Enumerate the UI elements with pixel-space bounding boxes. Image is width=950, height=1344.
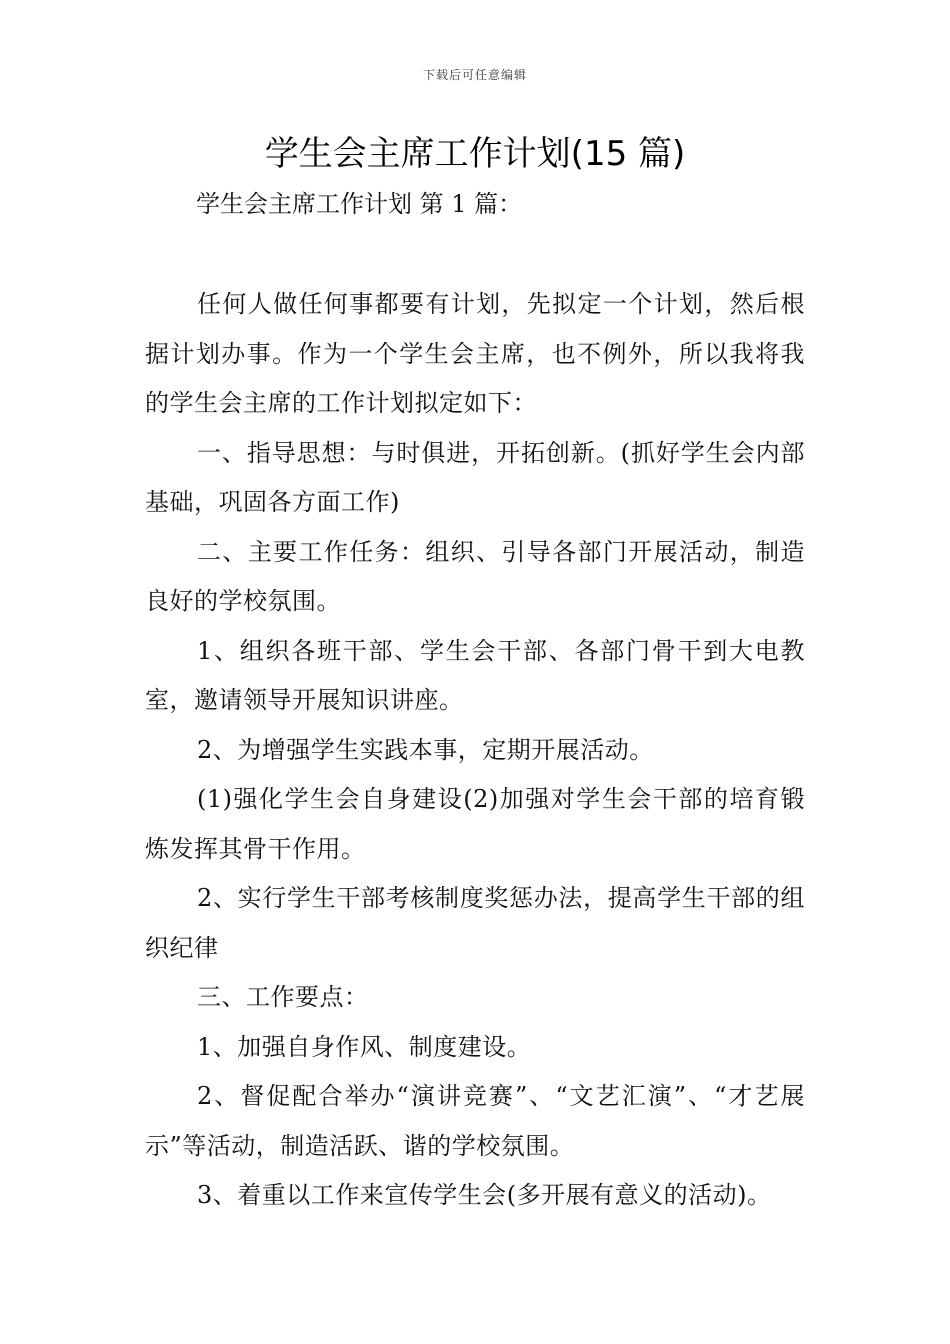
document-body [145, 280, 805, 1221]
paragraph: 1、组织各班干部、学生会干部、各部门骨干到大电教室，邀请领导开展知识讲座。 [145, 636, 805, 714]
paragraph: 2、实行学生干部考核制度奖惩办法，提高学生干部的组织纪律 [145, 884, 805, 962]
paragraph: 一、指导思想：与时俱进，开拓创新。(抓好学生会内部基础，巩固各方面工作) [145, 438, 805, 516]
paragraph: 2、督促配合举办“演讲竞赛”、“文艺汇演”、“才艺展示”等活动，制造活跃、谐的学校氛围。 [145, 1082, 805, 1160]
paragraph: 三、工作要点： [197, 983, 369, 1011]
paragraph: (1)强化学生会自身建设(2)加强对学生会干部的培育锻炼发挥其骨干作用。 [145, 785, 805, 863]
paragraph: 1、加强自身作风、制度建设。 [197, 1032, 532, 1061]
paragraph: 二、主要工作任务：组织、引导各部门开展活动，制造良好的学校氛围。 [145, 537, 805, 615]
section-subtitle: 学生会主席工作计划 第 1 篇： [196, 190, 523, 218]
paragraph: 3、着重以工作来宣传学生会(多开展有意义的活动)。 [197, 1181, 772, 1209]
paragraph: 任何人做任何事都要有计划，先拟定一个计划，然后根据计划办事。作为一个学生会主席，也不例外，所以我将我的学生会主席的工作计划拟定如下： [145, 290, 805, 417]
header-note: 下载后可任意编辑 [422, 68, 527, 82]
paragraph: 2、为增强学生实践本事，定期开展活动。 [197, 735, 654, 764]
document-title: 学生会主席工作计划(15 篇) [264, 134, 686, 174]
